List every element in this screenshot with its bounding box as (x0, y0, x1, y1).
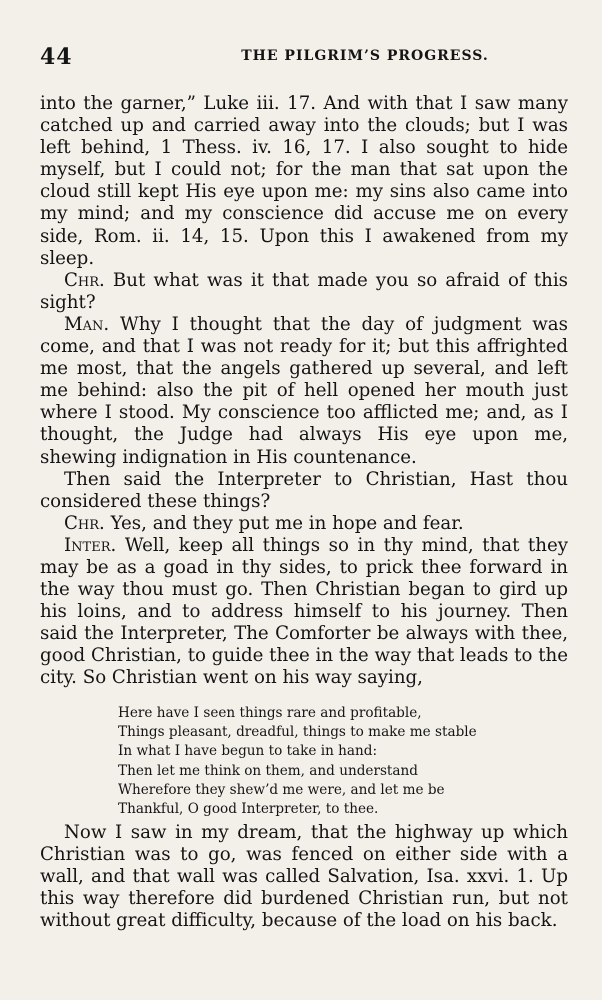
paragraph-text: Well, keep all things so in thy mind, that they may be as a goad in thy sides, to prick thee forward in the way thou must go. Then Christian began to gird up his loins, and to address himself to his journey. Then said the Interpreter, The Comforter be always with thee, good Christian, to guide thee in the way that leads to the city. So Christian went on his way saying, (40, 534, 568, 689)
verse-line: Wherefore they shew’d me were, and let me be (118, 781, 445, 798)
verse-line: Then let me think on them, and understand (118, 762, 418, 779)
paragraph-3 (40, 314, 568, 469)
closing-paragraph: Now I saw in my dream, that the highway up which Christian was to go, was fenced on either side with a wall, and that wall was called Salvation, Isa. xxvi. 1. Up this way therefore did burdened Christian run, but not without great difficulty, because of the load on his back. (40, 822, 568, 932)
speaker-label: Chr. (64, 269, 105, 291)
speaker-label: Inter. (64, 534, 117, 556)
page-header (40, 44, 570, 72)
paragraph-2 (40, 270, 568, 314)
speaker-label: Chr. (64, 512, 105, 534)
paragraph-5 (40, 513, 568, 535)
page-number: 44 (40, 44, 73, 70)
verse-line: In what I have begun to take in hand: (118, 743, 378, 760)
closing-text (40, 822, 568, 932)
paragraph-1: into the garner,” Luke iii. 17. And with that I saw many catched up and carried away into the clouds; but I was left behind, 1 Thess. iv. 16, 17. I also sought to hide myself, but I could not; for the man that sat upon the cloud still kept His eye upon me: my sins also came into my mind; and my conscience did accuse me on every side, Rom. ii. 14, 15. Upon this I awakened from my sleep. (40, 93, 568, 269)
main-text (40, 93, 568, 690)
running-head: THE PILGRIM’S PROGRESS. (241, 48, 489, 64)
verse-line: Thankful, O good Interpreter, to thee. (118, 801, 379, 818)
paragraph-6 (40, 535, 568, 690)
paragraph-4: Then said the Interpreter to Christian, Hast thou considered these things? (40, 468, 568, 512)
verse-line: Here have I seen things rare and profitable, (118, 705, 422, 721)
paragraph-text: Yes, and they put me in hope and fear. (104, 512, 464, 534)
verse-line: Things pleasant, dreadful, things to make me stable (118, 724, 477, 741)
paragraph-text: Why I thought that the day of judgment was come, and that I was not ready for it; but this affrighted me most, that the angels gathered up several, and left me behind: also the pit of hell opened her mouth just where I stood. My conscience too afflicted me; and, as I thought, the Judge had always His eye upon me, shewing indignation in His countenance. (40, 313, 568, 468)
paragraph-text: But what was it that made you so afraid of this sight? (40, 269, 568, 313)
speaker-label: Man. (64, 313, 110, 335)
verse-block (118, 704, 558, 819)
